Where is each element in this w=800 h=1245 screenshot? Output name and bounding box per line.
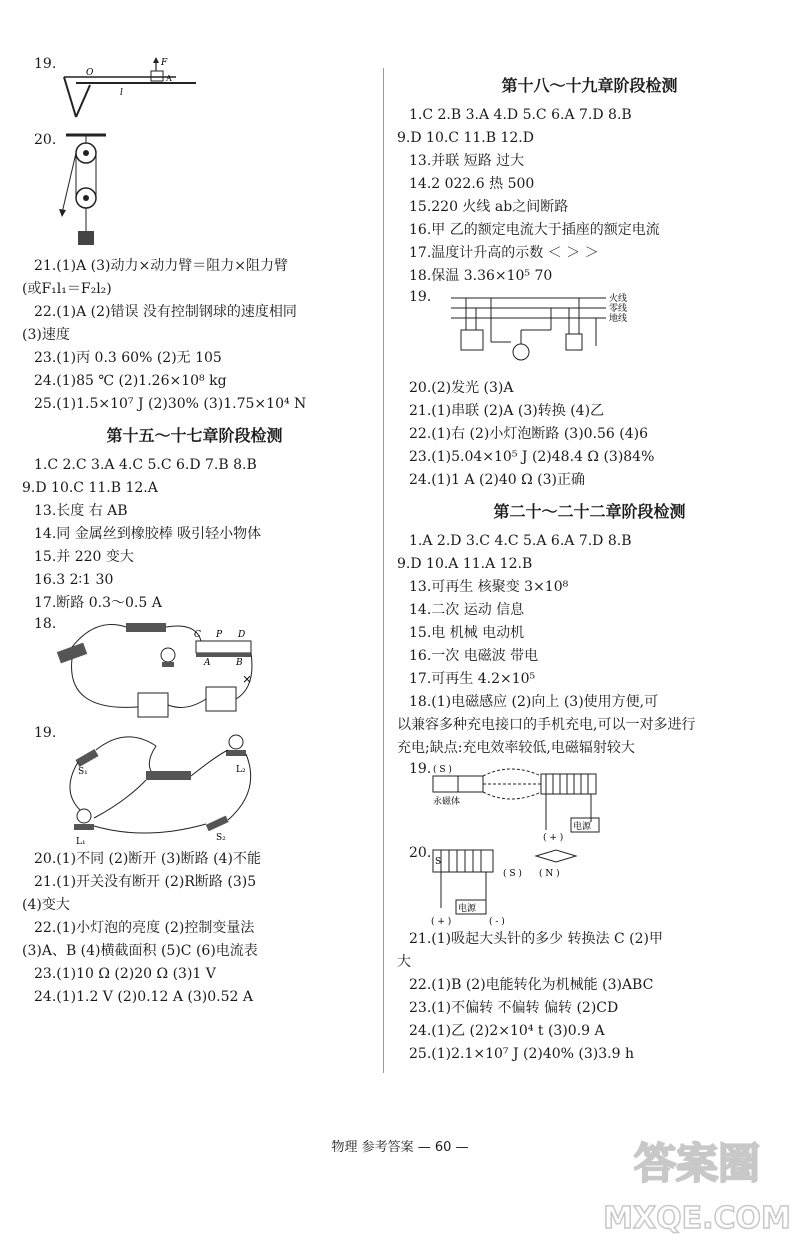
answer-line: 22.(1)右 (2)小灯泡断路 (3)0.56 (4)6: [409, 426, 649, 442]
answer-line: 13.可再生 核聚变 3×10⁸: [409, 579, 569, 595]
label-l: l: [120, 88, 124, 98]
label-C: C: [194, 630, 202, 640]
answer-line: 1.C 2.C 3.A 4.C 5.C 6.D 7.B 8.B: [34, 457, 257, 473]
label-B: B: [236, 658, 243, 668]
answer-line: 9.D 10.A 11.A 12.B: [397, 556, 533, 572]
q19b-number: 19.: [34, 725, 57, 741]
q20-magnet-block: [397, 844, 782, 928]
label-source: 电源: [573, 822, 592, 832]
answer-line: 24.(1)乙 (2)2×10⁴ t (3)0.9 A: [409, 1023, 605, 1039]
series-parallel-circuit-diagram: [56, 726, 266, 846]
label-source: 电源: [458, 904, 477, 914]
q19-magnet-block: [397, 760, 782, 844]
pulley-diagram: [56, 133, 116, 253]
column-divider: [383, 68, 384, 1073]
answer-line: 21.(1)串联 (2)A (3)转换 (4)乙: [409, 403, 605, 419]
section-heading-15-17: 第十五～十七章阶段检测: [106, 426, 283, 445]
label-F: F: [161, 58, 168, 68]
answer-line: 13.并联 短路 过大: [409, 153, 525, 169]
lever-diagram: [56, 57, 206, 127]
watermark-top: 答案圈: [633, 1139, 761, 1188]
answer-line: 大: [397, 954, 411, 970]
answer-line: 18.保温 3.36×10⁵ 70: [409, 268, 553, 284]
answer-line: (4)变大: [22, 897, 70, 913]
label-pN: ( N ): [539, 869, 560, 879]
section-heading-18-19: 第十八～十九章阶段检测: [501, 76, 678, 95]
answer-line: 24.(1)1.2 V (2)0.12 A (3)0.52 A: [34, 989, 253, 1005]
watermark-logo: [602, 1128, 792, 1238]
q22-line2: (3)速度: [22, 327, 70, 343]
q25-line: 25.(1)1.5×10⁷ J (2)30% (3)1.75×10⁴ N: [34, 396, 307, 412]
answer-line: 充电;缺点:充电效率较低,电磁辐射较大: [397, 740, 635, 756]
answer-line: 15.并 220 变大: [34, 549, 134, 565]
answer-line: 23.(1)5.04×10⁵ J (2)48.4 Ω (3)84%: [409, 449, 655, 465]
left-column: [22, 55, 367, 1009]
label-A: A: [166, 74, 173, 83]
electromagnet-diagram-20: [431, 846, 651, 926]
q20-block: [22, 131, 367, 255]
answer-line: 17.温度计升高的示数 ＜ ＞ ＞: [409, 245, 599, 261]
answer-line: 1.C 2.B 3.A 4.D 5.C 6.A 7.D 8.B: [409, 107, 632, 123]
answer-line: 20.(1)不同 (2)断开 (3)断路 (4)不能: [34, 851, 261, 867]
q21-line2: (或F₁l₁＝F₂l₂): [22, 281, 112, 297]
answer-line: 13.长度 右 AB: [34, 503, 128, 519]
answer-line: 16.甲 乙的额定电流大于插座的额定电流: [409, 222, 660, 238]
answer-line: 18.(1)电磁感应 (2)向上 (3)使用方便,可: [409, 694, 659, 710]
answer-line: 21.(1)吸起大头针的多少 转换法 C (2)甲: [409, 931, 663, 947]
q23-line: 23.(1)丙 0.3 60% (2)无 105: [34, 350, 222, 366]
q19-household-block: [397, 288, 782, 377]
answer-line: 14.二次 运动 信息: [409, 602, 525, 618]
label-L1: L₁: [76, 837, 86, 846]
answer-line: 23.(1)不偏转 不偏转 偏转 (2)CD: [409, 1000, 619, 1016]
label-L2: L₂: [236, 765, 246, 775]
q20-number: 20.: [34, 132, 57, 148]
label-A: A: [204, 658, 211, 668]
q18-block: [22, 615, 367, 724]
answer-line: 17.断路 0.3～0.5 A: [34, 595, 162, 611]
label-neutral: 零线: [609, 304, 628, 314]
answer-line: 22.(1)小灯泡的亮度 (2)控制变量法: [34, 920, 255, 936]
q20b-number: 20.: [409, 845, 432, 861]
q19b-number: 19.: [409, 761, 432, 777]
page-footer: 物理 参考答案 — 60 —: [331, 1140, 469, 1155]
answer-line: 21.(1)开关没有断开 (2)R断路 (3)5: [34, 874, 257, 890]
answer-line: 14.同 金属丝到橡胶棒 吸引轻小物体: [34, 526, 262, 542]
answer-line: 16.3 2∶1 30: [34, 572, 114, 588]
q19-number: 19.: [34, 56, 57, 72]
answer-line: 23.(1)10 Ω (2)20 Ω (3)1 V: [34, 966, 216, 982]
label-S: S: [435, 857, 442, 867]
watermark-bottom: MXQE.COM: [603, 1201, 791, 1236]
answer-line: 22.(1)B (2)电能转化为机械能 (3)ABC: [409, 977, 654, 993]
answer-line: 25.(1)2.1×10⁷ J (2)40% (3)3.9 h: [409, 1046, 634, 1062]
answer-line: 15.电 机械 电动机: [409, 625, 525, 641]
answer-line: 1.A 2.D 3.C 4.C 5.A 6.A 7.D 8.B: [409, 533, 632, 549]
answer-line: 9.D 10.C 11.B 12.A: [22, 480, 158, 496]
q21-line1: 21.(1)A (3)动力×动力臂＝阻力×阻力臂: [34, 258, 288, 274]
answer-line: 20.(2)发光 (3)A: [409, 380, 514, 396]
label-live: 火线: [609, 294, 628, 304]
label-D: D: [238, 630, 246, 640]
answer-line: 15.220 火线 ab之间断路: [409, 199, 569, 215]
cross-mark: ×: [242, 672, 253, 686]
label-O: O: [86, 68, 94, 78]
answer-line: 14.2 022.6 热 500: [409, 176, 535, 192]
section-heading-20-22: 第二十～二十二章阶段检测: [493, 502, 686, 521]
label-magnet: 永磁体: [433, 797, 461, 807]
answer-line: 16.一次 电磁波 带电: [409, 648, 539, 664]
label-plus: ( + ): [431, 917, 452, 926]
q22-line1: 22.(1)A (2)错误 没有控制钢球的速度相同: [34, 304, 297, 320]
label-S: ( S ): [433, 765, 453, 775]
q18-number: 18.: [34, 616, 57, 632]
answer-line: 24.(1)1 A (2)40 Ω (3)正确: [409, 472, 585, 488]
answer-line: 9.D 10.C 11.B 12.D: [397, 130, 534, 146]
q19b-block: [22, 724, 367, 848]
label-S2: S₂: [216, 833, 227, 843]
label-ground: 地线: [609, 314, 628, 324]
electromagnet-diagram-19: [431, 762, 651, 842]
answer-line: (3)A、B (4)横截面积 (5)C (6)电流表: [22, 943, 258, 959]
household-circuit-diagram: [431, 290, 641, 375]
label-pS: ( S ): [503, 869, 523, 879]
q19-block: [22, 55, 367, 129]
q24-line: 24.(1)85 ℃ (2)1.26×10⁸ kg: [34, 373, 227, 389]
label-S1: S₁: [78, 767, 89, 777]
q19-number: 19.: [409, 289, 432, 305]
answer-line: 17.可再生 4.2×10⁵: [409, 671, 536, 687]
label-minus: ( - ): [489, 917, 506, 926]
answer-line: 以兼容多种充电接口的手机充电,可以一对多进行: [397, 717, 696, 733]
right-column: [397, 72, 782, 1066]
circuit-rheostat-diagram: [56, 617, 256, 722]
label-P: P: [216, 630, 223, 640]
label-plus: ( + ): [543, 833, 564, 842]
